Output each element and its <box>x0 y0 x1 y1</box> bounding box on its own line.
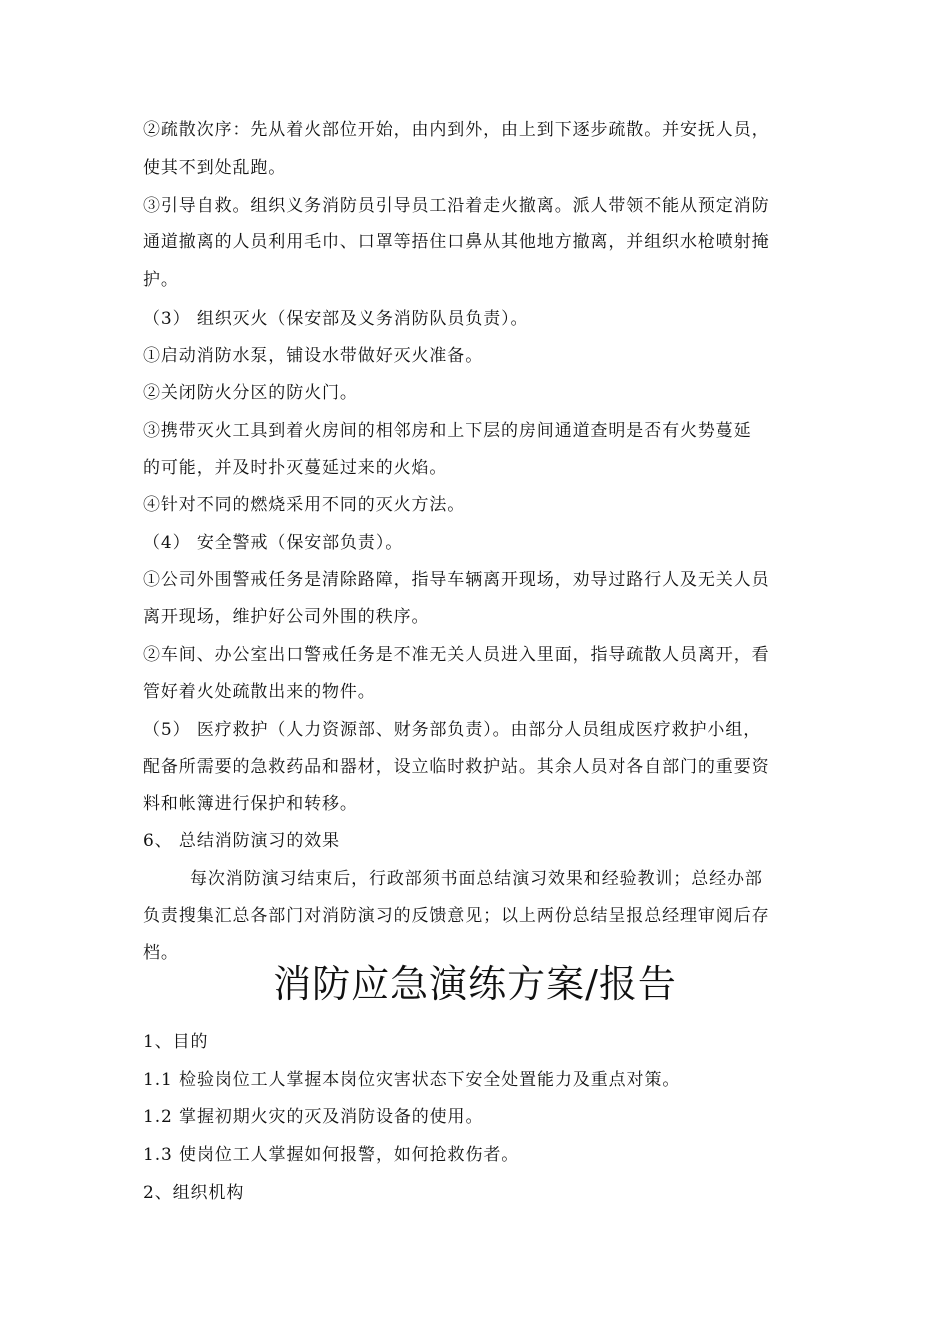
text-line-1: ②疏散次序：先从着火部位开始，由内到外，由上到下逐步疏散。并安抚人员， <box>143 120 770 140</box>
text-line-13: ①公司外围警戒任务是清除路障，指导车辆离开现场，劝导过路行人及无关人员 <box>143 570 770 590</box>
text-line-11: ④针对不同的燃烧采用不同的灭火方法。 <box>143 495 466 515</box>
text-line-18: 配备所需要的急救药品和器材，设立临时救护站。其余人员对各自部门的重要资 <box>143 757 770 777</box>
text-line-2: 使其不到处乱跑。 <box>143 158 287 178</box>
text-line-23: 档。 <box>143 943 179 963</box>
text-line-19: 料和帐簿进行保护和转移。 <box>143 794 358 814</box>
text-line-25: 1.1 检验岗位工人掌握本岗位灾害状态下安全处置能力及重点对策。 <box>143 1070 681 1090</box>
text-line-6: （3） 组织灭火（保安部及义务消防队员负责）。 <box>143 309 529 329</box>
text-line-16: 管好着火处疏散出来的物件。 <box>143 682 376 702</box>
text-line-7: ①启动消防水泵，铺设水带做好灭火准备。 <box>143 346 484 366</box>
text-line-14: 离开现场，维护好公司外围的秩序。 <box>143 607 430 627</box>
text-line-15: ②车间、办公室出口警戒任务是不准无关人员进入里面，指导疏散人员离开，看 <box>143 645 770 665</box>
text-line-9: ③携带灭火工具到着火房间的相邻房和上下层的房间通道查明是否有火势蔓延 <box>143 421 752 441</box>
text-line-26: 1.2 掌握初期火灾的灭及消防设备的使用。 <box>143 1107 484 1127</box>
section-title: 消防应急演练方案/报告 <box>273 962 677 1006</box>
text-line-17: （5） 医疗救护（人力资源部、财务部负责）。由部分人员组成医疗救护小组， <box>143 720 762 740</box>
text-line-20: 6、 总结消防演习的效果 <box>143 831 341 851</box>
text-line-8: ②关闭防火分区的防火门。 <box>143 383 358 403</box>
text-line-24: 1、目的 <box>143 1032 209 1052</box>
text-line-22: 负责搜集汇总各部门对消防演习的反馈意见；以上两份总结呈报总经理审阅后存 <box>143 906 770 926</box>
text-line-12: （4） 安全警戒（保安部负责）。 <box>143 533 404 553</box>
text-line-21: 每次消防演习结束后，行政部须书面总结演习效果和经验教训；总经办部 <box>190 869 763 889</box>
text-line-28: 2、组织机构 <box>143 1183 245 1203</box>
text-line-10: 的可能，并及时扑灭蔓延过来的火焰。 <box>143 458 448 478</box>
text-line-3: ③引导自救。组织义务消防员引导员工沿着走火撤离。派人带领不能从预定消防 <box>143 196 770 216</box>
text-line-5: 护。 <box>143 270 179 290</box>
text-line-27: 1.3 使岗位工人掌握如何报警，如何抢救伤者。 <box>143 1145 520 1165</box>
text-line-4: 通道撤离的人员利用毛巾、口罩等捂住口鼻从其他地方撤离，并组织水枪喷射掩 <box>143 232 770 252</box>
